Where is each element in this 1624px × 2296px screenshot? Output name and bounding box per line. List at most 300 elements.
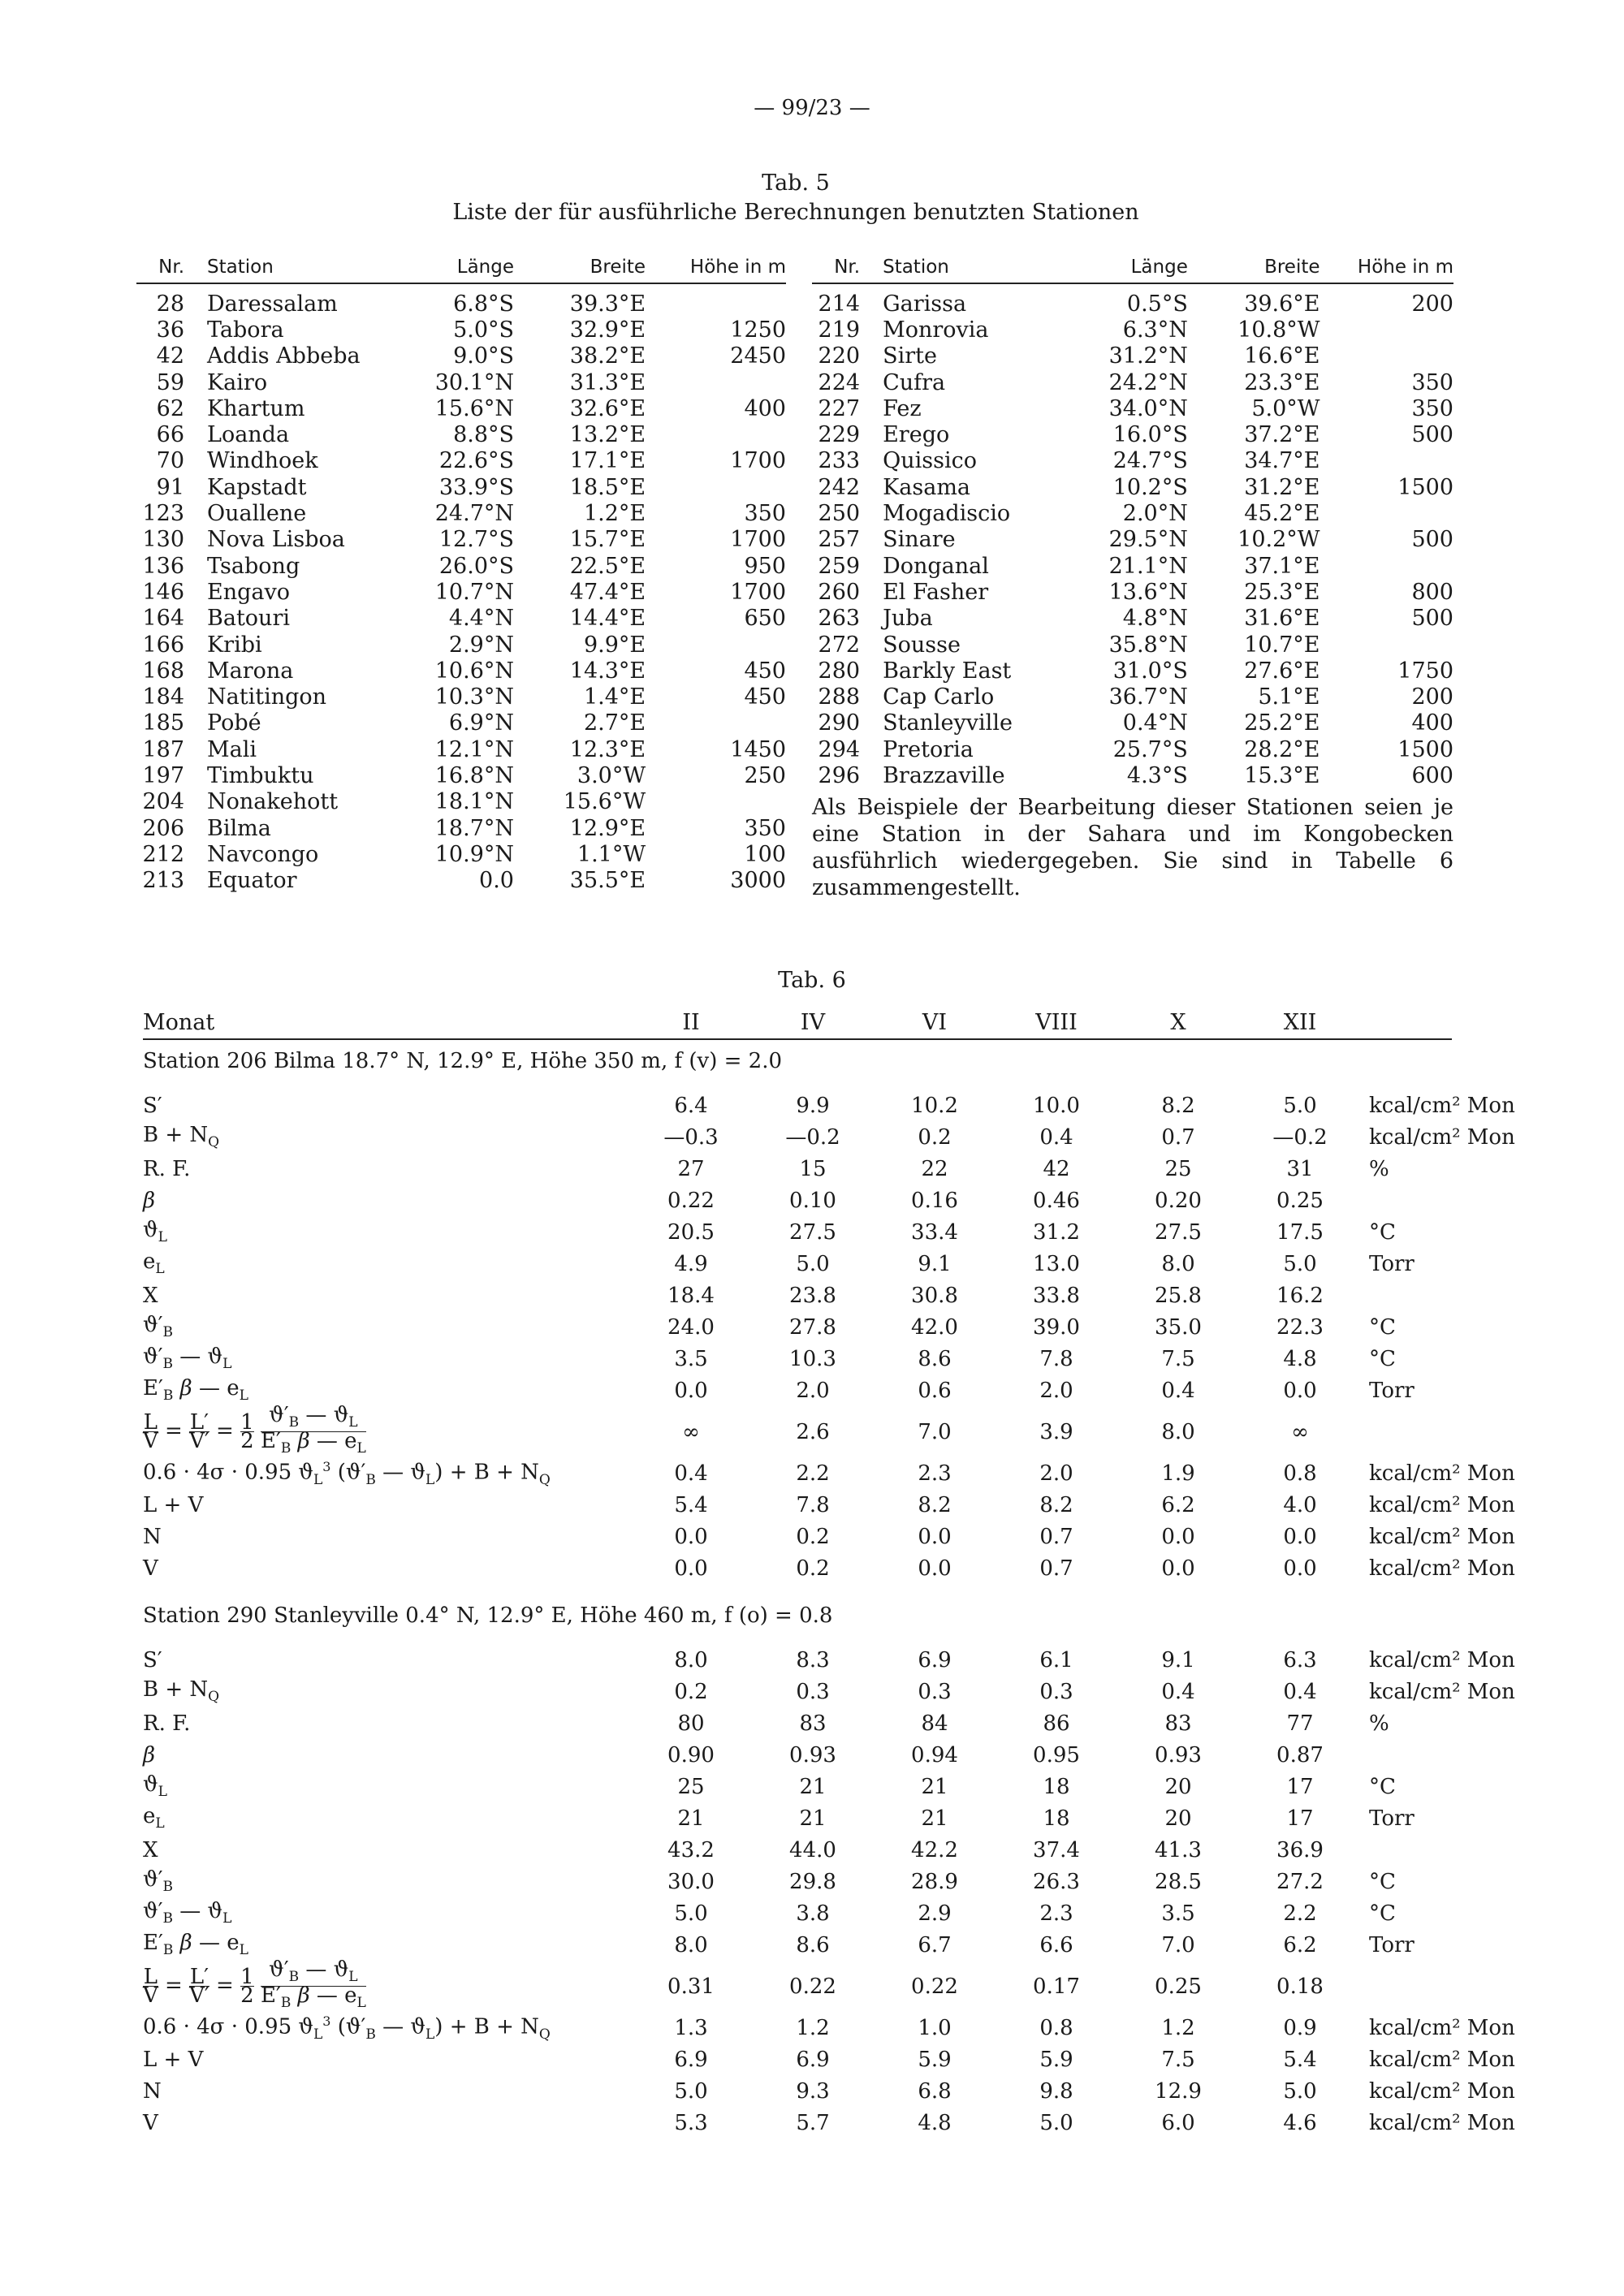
col-laenge: Länge bbox=[412, 257, 514, 283]
row-label: $ϑ'_B$ — $ϑ_L$ bbox=[143, 1344, 232, 1373]
value-cell: 6.2 bbox=[1161, 1492, 1195, 1517]
col-station: Station bbox=[860, 257, 1085, 283]
row-x bbox=[143, 1834, 1540, 1866]
cell-station: Sinare bbox=[883, 527, 956, 553]
cell-nr: 146 bbox=[142, 579, 185, 605]
value-cell: 44.0 bbox=[789, 1837, 836, 1862]
cell-station: Kairo bbox=[207, 369, 268, 395]
cell-laenge: 6.3°N bbox=[1122, 317, 1188, 343]
cell-station: Quissico bbox=[883, 448, 977, 474]
unit-cell: kcal/cm² Mon bbox=[1369, 1461, 1515, 1486]
station-row bbox=[812, 448, 1453, 474]
cell-station: Batouri bbox=[207, 606, 290, 632]
row-label: $ϑ'_B$ bbox=[143, 1867, 173, 1896]
cell-nr: 168 bbox=[142, 658, 185, 684]
cell-nr: 220 bbox=[818, 343, 861, 369]
cell-laenge: 0.5°S bbox=[1126, 291, 1188, 317]
cell-laenge: 25.7°S bbox=[1112, 736, 1188, 762]
value-cell: 0.4 bbox=[1283, 1679, 1317, 1704]
value-cell: 29.8 bbox=[789, 1869, 836, 1894]
cell-nr: 130 bbox=[142, 527, 185, 553]
station-row bbox=[136, 500, 786, 526]
cell-hoehe: 450 bbox=[744, 684, 786, 710]
cell-nr: 70 bbox=[156, 448, 185, 474]
unit-cell: kcal/cm² Mon bbox=[1369, 2110, 1515, 2135]
value-cell: 0.0 bbox=[1161, 1524, 1195, 1549]
value-cell: 0.7 bbox=[1039, 1524, 1073, 1549]
cell-breite: 5.0°W bbox=[1251, 395, 1320, 421]
value-cell: 7.8 bbox=[1039, 1346, 1073, 1371]
value-cell: 8.0 bbox=[1161, 1419, 1195, 1444]
cell-laenge: 24.7°S bbox=[1112, 448, 1188, 474]
unit-cell: kcal/cm² Mon bbox=[1369, 1124, 1515, 1150]
row-v bbox=[143, 2107, 1540, 2138]
station-row bbox=[812, 579, 1453, 605]
cell-breite: 5.1°E bbox=[1258, 684, 1320, 710]
cell-breite: 1.2°E bbox=[583, 501, 646, 527]
value-cell: 22.3 bbox=[1276, 1314, 1324, 1340]
station-row bbox=[136, 684, 786, 710]
cell-hoehe: 1450 bbox=[730, 736, 786, 762]
value-cell: 21 bbox=[677, 1806, 705, 1831]
cell-hoehe bbox=[646, 421, 786, 447]
cell-nr: 259 bbox=[818, 553, 861, 579]
cell-nr: 206 bbox=[142, 815, 185, 841]
cell-nr: 187 bbox=[142, 736, 185, 762]
value-cell: 1.3 bbox=[674, 2015, 708, 2040]
cell-laenge: 12.1°N bbox=[434, 736, 514, 762]
cell-nr: 185 bbox=[142, 710, 185, 736]
cell-nr: 36 bbox=[156, 317, 185, 343]
station-row bbox=[812, 684, 1453, 710]
cell-station: Mali bbox=[207, 736, 257, 762]
cell-nr: 42 bbox=[156, 343, 185, 369]
station-row bbox=[812, 421, 1453, 447]
value-cell: 15 bbox=[799, 1156, 827, 1181]
row-theta-l bbox=[143, 1771, 1540, 1802]
cell-hoehe: 450 bbox=[744, 658, 786, 684]
value-cell: 0.4 bbox=[1161, 1679, 1195, 1704]
cell-station: Navcongo bbox=[207, 841, 319, 867]
cell-hoehe: 1700 bbox=[730, 527, 786, 553]
station-row bbox=[812, 710, 1453, 736]
cell-breite: 15.7°E bbox=[569, 527, 646, 553]
value-cell: 0.4 bbox=[1161, 1378, 1195, 1403]
page-number: — 99/23 — bbox=[754, 96, 870, 120]
col-II: II bbox=[630, 1010, 752, 1039]
cell-hoehe bbox=[1320, 500, 1453, 526]
row-theta-b bbox=[143, 1311, 1540, 1343]
cell-breite: 32.9°E bbox=[569, 317, 646, 343]
row-e-l bbox=[143, 1802, 1540, 1834]
cell-station: Equator bbox=[207, 868, 297, 894]
value-cell: —0.2 bbox=[785, 1124, 840, 1150]
unit-cell bbox=[1361, 1834, 1540, 1866]
station-row bbox=[812, 283, 1453, 317]
value-cell: 18.4 bbox=[667, 1283, 715, 1308]
cell-nr: 290 bbox=[818, 710, 861, 736]
cell-hoehe bbox=[646, 632, 786, 658]
col-XII: XII bbox=[1239, 1010, 1361, 1039]
row-b-plus-nq bbox=[143, 1121, 1540, 1153]
cell-nr: 204 bbox=[142, 789, 185, 815]
cell-nr: 233 bbox=[818, 448, 861, 474]
value-cell: 0.20 bbox=[1155, 1188, 1202, 1213]
cell-nr: 294 bbox=[818, 736, 861, 762]
cell-breite: 39.3°E bbox=[569, 291, 646, 317]
cell-nr: 136 bbox=[142, 553, 185, 579]
row-label: 0.6 · 4σ · 0.95 $ϑ_L^3$ ($ϑ'_B$ — $ϑ_L) + B + N_Q$ bbox=[143, 2013, 551, 2043]
value-cell: 0.0 bbox=[674, 1524, 708, 1549]
value-cell: 1.2 bbox=[796, 2015, 830, 2040]
value-cell: 12.9 bbox=[1155, 2078, 1202, 2104]
value-cell: 0.0 bbox=[1161, 1556, 1195, 1581]
value-cell: 0.3 bbox=[918, 1679, 952, 1704]
value-cell: 2.3 bbox=[1039, 1901, 1073, 1926]
value-cell: 8.0 bbox=[674, 1647, 708, 1672]
cell-station: Marona bbox=[207, 658, 294, 684]
cell-nr: 123 bbox=[142, 501, 185, 527]
row-label: R. F. bbox=[143, 1711, 191, 1736]
tab5-heading bbox=[0, 169, 1592, 227]
row-label: N bbox=[143, 2078, 162, 2104]
value-cell: 33.8 bbox=[1033, 1283, 1080, 1308]
unit-cell: Torr bbox=[1369, 1378, 1415, 1403]
cell-laenge: 21.1°N bbox=[1108, 553, 1188, 579]
cell-breite: 10.2°W bbox=[1237, 527, 1320, 553]
cell-breite: 13.2°E bbox=[569, 422, 646, 448]
cell-breite: 28.2°E bbox=[1244, 736, 1320, 762]
row-s-prime bbox=[143, 1644, 1540, 1676]
cell-breite: 10.8°W bbox=[1237, 317, 1320, 343]
row-label: $E'_B$ β — $e_L$ bbox=[143, 1931, 248, 1959]
station-row bbox=[136, 369, 786, 395]
unit-cell: kcal/cm² Mon bbox=[1369, 2078, 1515, 2104]
value-cell: 1.2 bbox=[1161, 2015, 1195, 2040]
value-cell: 0.0 bbox=[918, 1524, 952, 1549]
row-theta-l bbox=[143, 1216, 1540, 1248]
cell-hoehe: 350 bbox=[1411, 395, 1453, 421]
row-beta bbox=[143, 1739, 1540, 1771]
value-cell: 0.95 bbox=[1033, 1742, 1080, 1767]
value-cell: 10.0 bbox=[1033, 1093, 1080, 1118]
cell-laenge: 16.8°N bbox=[434, 762, 514, 788]
cell-hoehe: 2450 bbox=[730, 343, 786, 369]
value-cell: 5.7 bbox=[796, 2110, 830, 2135]
cell-laenge: 22.6°S bbox=[438, 448, 514, 474]
col-VI: VI bbox=[874, 1010, 996, 1039]
value-cell: 3.5 bbox=[674, 1346, 708, 1371]
station-row bbox=[812, 527, 1453, 553]
value-cell: 18 bbox=[1043, 1806, 1070, 1831]
cell-breite: 15.3°E bbox=[1244, 762, 1320, 788]
value-cell: 8.2 bbox=[918, 1492, 952, 1517]
cell-station: Engavo bbox=[207, 579, 291, 605]
unit-cell: °C bbox=[1369, 1869, 1396, 1894]
row-e-l bbox=[143, 1248, 1540, 1280]
value-cell: 5.0 bbox=[674, 1901, 708, 1926]
value-cell: 2.2 bbox=[1283, 1901, 1317, 1926]
cell-hoehe: 500 bbox=[1411, 527, 1453, 553]
row-v bbox=[143, 1552, 1540, 1584]
cell-laenge: 10.6°N bbox=[434, 658, 514, 684]
value-cell: ∞ bbox=[682, 1419, 700, 1444]
cell-laenge: 30.1°N bbox=[434, 369, 514, 395]
value-cell: 7.5 bbox=[1161, 1346, 1195, 1371]
cell-breite: 23.3°E bbox=[1244, 369, 1320, 395]
cell-breite: 38.2°E bbox=[569, 343, 646, 369]
cell-station: Monrovia bbox=[883, 317, 989, 343]
station-row bbox=[812, 736, 1453, 762]
cell-breite: 22.5°E bbox=[569, 553, 646, 579]
value-cell: 30.8 bbox=[911, 1283, 958, 1308]
row-label: X bbox=[143, 1283, 158, 1308]
value-cell: 3.5 bbox=[1161, 1901, 1195, 1926]
value-cell: 6.1 bbox=[1039, 1647, 1073, 1672]
cell-station: Tsabong bbox=[207, 553, 300, 579]
cell-hoehe: 1250 bbox=[730, 317, 786, 343]
row-theta-b bbox=[143, 1866, 1540, 1897]
cell-nr: 28 bbox=[156, 291, 185, 317]
row-label: 0.6 · 4σ · 0.95 $ϑ_L^3$ ($ϑ'_B$ — $ϑ_L) + B + N_Q$ bbox=[143, 1458, 551, 1488]
value-cell: 9.1 bbox=[1161, 1647, 1195, 1672]
value-cell: 0.16 bbox=[911, 1188, 958, 1213]
row-n bbox=[143, 2075, 1540, 2107]
value-cell: 83 bbox=[799, 1711, 827, 1736]
value-cell: 5.3 bbox=[674, 2110, 708, 2135]
value-cell: 2.2 bbox=[796, 1461, 830, 1486]
value-cell: 10.2 bbox=[911, 1093, 958, 1118]
cell-nr: 272 bbox=[818, 632, 861, 658]
value-cell: 6.4 bbox=[674, 1093, 708, 1118]
cell-nr: 66 bbox=[156, 422, 185, 448]
value-cell: 4.0 bbox=[1283, 1492, 1317, 1517]
value-cell: 17.5 bbox=[1276, 1219, 1324, 1245]
row-label: $ϑ'_B$ — $ϑ_L$ bbox=[143, 1899, 232, 1927]
cell-station: Juba bbox=[883, 606, 933, 632]
cell-hoehe: 650 bbox=[744, 606, 786, 632]
cell-breite: 16.6°E bbox=[1244, 343, 1320, 369]
value-cell: 17 bbox=[1286, 1774, 1314, 1799]
value-cell: 27.5 bbox=[789, 1219, 836, 1245]
station2-table bbox=[143, 1644, 1540, 2138]
cell-station: Pretoria bbox=[883, 736, 974, 762]
station-row bbox=[136, 710, 786, 736]
cell-laenge: 26.0°S bbox=[438, 553, 514, 579]
row-label: $B + N_Q$ bbox=[143, 1123, 220, 1151]
unit-cell: °C bbox=[1369, 1314, 1396, 1340]
row-label: $B + N_Q$ bbox=[143, 1677, 220, 1706]
col-station: Station bbox=[184, 257, 412, 283]
cell-station: Natitingon bbox=[207, 684, 327, 710]
value-cell: 0.0 bbox=[1283, 1378, 1317, 1403]
cell-hoehe: 1500 bbox=[1397, 736, 1453, 762]
value-cell: 6.9 bbox=[796, 2047, 830, 2072]
cell-nr: 164 bbox=[142, 606, 185, 632]
value-cell: 0.8 bbox=[1283, 1461, 1317, 1486]
unit-cell: Torr bbox=[1369, 1806, 1415, 1831]
cell-laenge: 10.2°S bbox=[1112, 474, 1188, 500]
value-cell: 8.6 bbox=[796, 1932, 830, 1957]
cell-hoehe bbox=[1320, 553, 1453, 579]
col-unit bbox=[1361, 1010, 1452, 1039]
value-cell: 86 bbox=[1043, 1711, 1070, 1736]
value-cell: 0.2 bbox=[674, 1679, 708, 1704]
value-cell: 2.3 bbox=[918, 1461, 952, 1486]
row-label: V bbox=[143, 2110, 158, 2135]
value-cell: 2.9 bbox=[918, 1901, 952, 1926]
row-label: $ϑ'_B$ bbox=[143, 1313, 173, 1341]
unit-cell: kcal/cm² Mon bbox=[1369, 1647, 1515, 1672]
value-cell: 9.9 bbox=[796, 1093, 830, 1118]
tab6-header bbox=[143, 1010, 1452, 1040]
value-cell: 83 bbox=[1164, 1711, 1192, 1736]
value-cell: 8.0 bbox=[1161, 1251, 1195, 1276]
value-cell: 9.8 bbox=[1039, 2078, 1073, 2104]
cell-breite: 31.3°E bbox=[569, 369, 646, 395]
cell-breite: 12.9°E bbox=[569, 815, 646, 841]
value-cell: 0.2 bbox=[918, 1124, 952, 1150]
value-cell: 21 bbox=[799, 1774, 827, 1799]
cell-laenge: 4.3°S bbox=[1126, 762, 1188, 788]
value-cell: 0.93 bbox=[789, 1742, 836, 1767]
cell-station: Donganal bbox=[883, 553, 989, 579]
value-cell: 7.5 bbox=[1161, 2047, 1195, 2072]
cell-station: Garissa bbox=[883, 291, 967, 317]
value-cell: 0.6 bbox=[918, 1378, 952, 1403]
value-cell: 17 bbox=[1286, 1806, 1314, 1831]
row-label: $ϑ_L$ bbox=[143, 1772, 167, 1801]
value-cell: 0.2 bbox=[796, 1556, 830, 1581]
value-cell: 4.9 bbox=[674, 1251, 708, 1276]
cell-laenge: 9.0°S bbox=[453, 343, 514, 369]
value-cell: 20 bbox=[1164, 1774, 1192, 1799]
cell-station: Cufra bbox=[883, 369, 946, 395]
col-VIII: VIII bbox=[996, 1010, 1117, 1039]
unit-cell: kcal/cm² Mon bbox=[1369, 1679, 1515, 1704]
cell-nr: 166 bbox=[142, 632, 185, 658]
cell-hoehe bbox=[646, 789, 786, 815]
cell-nr: 214 bbox=[818, 291, 861, 317]
cell-laenge: 2.0°N bbox=[1122, 501, 1188, 527]
unit-cell bbox=[1361, 1739, 1540, 1771]
value-cell: 0.0 bbox=[674, 1556, 708, 1581]
value-cell: 0.22 bbox=[667, 1188, 715, 1213]
value-cell: 6.3 bbox=[1283, 1647, 1317, 1672]
value-cell: 0.90 bbox=[667, 1742, 715, 1767]
value-cell: 6.8 bbox=[918, 2078, 952, 2104]
value-cell: 4.8 bbox=[918, 2110, 952, 2135]
value-cell: 5.0 bbox=[1283, 1093, 1317, 1118]
value-cell: 5.0 bbox=[674, 2078, 708, 2104]
station-row bbox=[136, 632, 786, 658]
row-rf bbox=[143, 1153, 1540, 1185]
cell-station: Daressalam bbox=[207, 291, 338, 317]
station-row bbox=[136, 283, 786, 317]
cell-laenge: 18.1°N bbox=[434, 789, 514, 815]
station-row bbox=[136, 553, 786, 579]
value-cell: 30.0 bbox=[667, 1869, 715, 1894]
value-cell: 42.2 bbox=[911, 1837, 958, 1862]
cell-laenge: 0.4°N bbox=[1122, 710, 1188, 736]
cell-station: Khartum bbox=[207, 395, 305, 421]
value-cell: 0.46 bbox=[1033, 1188, 1080, 1213]
value-cell: 27.8 bbox=[789, 1314, 836, 1340]
value-cell: 5.0 bbox=[1283, 1251, 1317, 1276]
cell-laenge: 13.6°N bbox=[1108, 579, 1188, 605]
cell-hoehe: 800 bbox=[1411, 579, 1453, 605]
cell-hoehe bbox=[646, 710, 786, 736]
value-cell: 25 bbox=[1164, 1156, 1192, 1181]
value-cell: 6.9 bbox=[918, 1647, 952, 1672]
cell-laenge: 15.6°N bbox=[434, 395, 514, 421]
value-cell: 5.0 bbox=[1039, 2110, 1073, 2135]
col-hoehe: Höhe in m bbox=[646, 257, 786, 283]
value-cell: 0.4 bbox=[674, 1461, 708, 1486]
unit-cell bbox=[1361, 1961, 1540, 2012]
cell-station: Barkly East bbox=[883, 658, 1012, 684]
station-row bbox=[136, 579, 786, 605]
cell-station: Fez bbox=[883, 395, 922, 421]
unit-cell: °C bbox=[1369, 1219, 1396, 1245]
value-cell: 20.5 bbox=[667, 1219, 715, 1245]
value-cell: 8.2 bbox=[1161, 1093, 1195, 1118]
value-cell: 6.0 bbox=[1161, 2110, 1195, 2135]
cell-hoehe bbox=[1320, 632, 1453, 658]
row-l-over-v bbox=[143, 1961, 1540, 2012]
station-row bbox=[812, 474, 1453, 500]
value-cell: 21 bbox=[921, 1806, 948, 1831]
cell-station: Kribi bbox=[207, 632, 262, 658]
tab5-note: Als Beispiele der Bearbeitung dieser Stationen seien je eine Station in der Sahara und im Kongobecken ausführlich wiedergegeben. Sie sind in Tabelle 6 zusammengestellt. bbox=[812, 795, 1453, 900]
value-cell: 42.0 bbox=[911, 1314, 958, 1340]
value-cell: 25.8 bbox=[1155, 1283, 1202, 1308]
cell-nr: 227 bbox=[818, 395, 861, 421]
value-cell: 77 bbox=[1286, 1711, 1314, 1736]
cell-nr: 229 bbox=[818, 422, 861, 448]
cell-laenge: 31.0°S bbox=[1112, 658, 1188, 684]
value-cell: 0.25 bbox=[1155, 1974, 1202, 1999]
cell-station: Addis Abbeba bbox=[207, 343, 361, 369]
cell-hoehe bbox=[646, 369, 786, 395]
value-cell: 4.6 bbox=[1283, 2110, 1317, 2135]
cell-breite: 39.6°E bbox=[1244, 291, 1320, 317]
cell-hoehe: 1750 bbox=[1397, 658, 1453, 684]
col-IV: IV bbox=[752, 1010, 874, 1039]
value-cell: 8.2 bbox=[1039, 1492, 1073, 1517]
tab6-title: Tab. 6 bbox=[778, 968, 846, 993]
row-label: $E'_B$ β — $e_L$ bbox=[143, 1376, 248, 1405]
cell-hoehe: 500 bbox=[1411, 606, 1453, 632]
value-cell: 36.9 bbox=[1276, 1837, 1324, 1862]
cell-breite: 47.4°E bbox=[569, 579, 646, 605]
cell-breite: 18.5°E bbox=[569, 474, 646, 500]
station1-title: Station 206 Bilma 18.7° N, 12.9° E, Höhe 350 m, f (v) = 2.0 bbox=[143, 1049, 782, 1073]
cell-nr: 224 bbox=[818, 369, 861, 395]
cell-laenge: 8.8°S bbox=[453, 422, 514, 448]
cell-nr: 288 bbox=[818, 684, 861, 710]
col-monat: Monat bbox=[143, 1010, 630, 1039]
row-label: L + V bbox=[143, 1492, 204, 1517]
cell-nr: 219 bbox=[818, 317, 861, 343]
row-label: $e_L$ bbox=[143, 1249, 165, 1278]
cell-laenge: 35.8°N bbox=[1108, 632, 1188, 658]
value-cell: 0.3 bbox=[1039, 1679, 1073, 1704]
value-cell: 26.3 bbox=[1033, 1869, 1080, 1894]
cell-hoehe: 250 bbox=[744, 762, 786, 788]
cell-hoehe: 1700 bbox=[730, 579, 786, 605]
value-cell: 0.3 bbox=[796, 1679, 830, 1704]
